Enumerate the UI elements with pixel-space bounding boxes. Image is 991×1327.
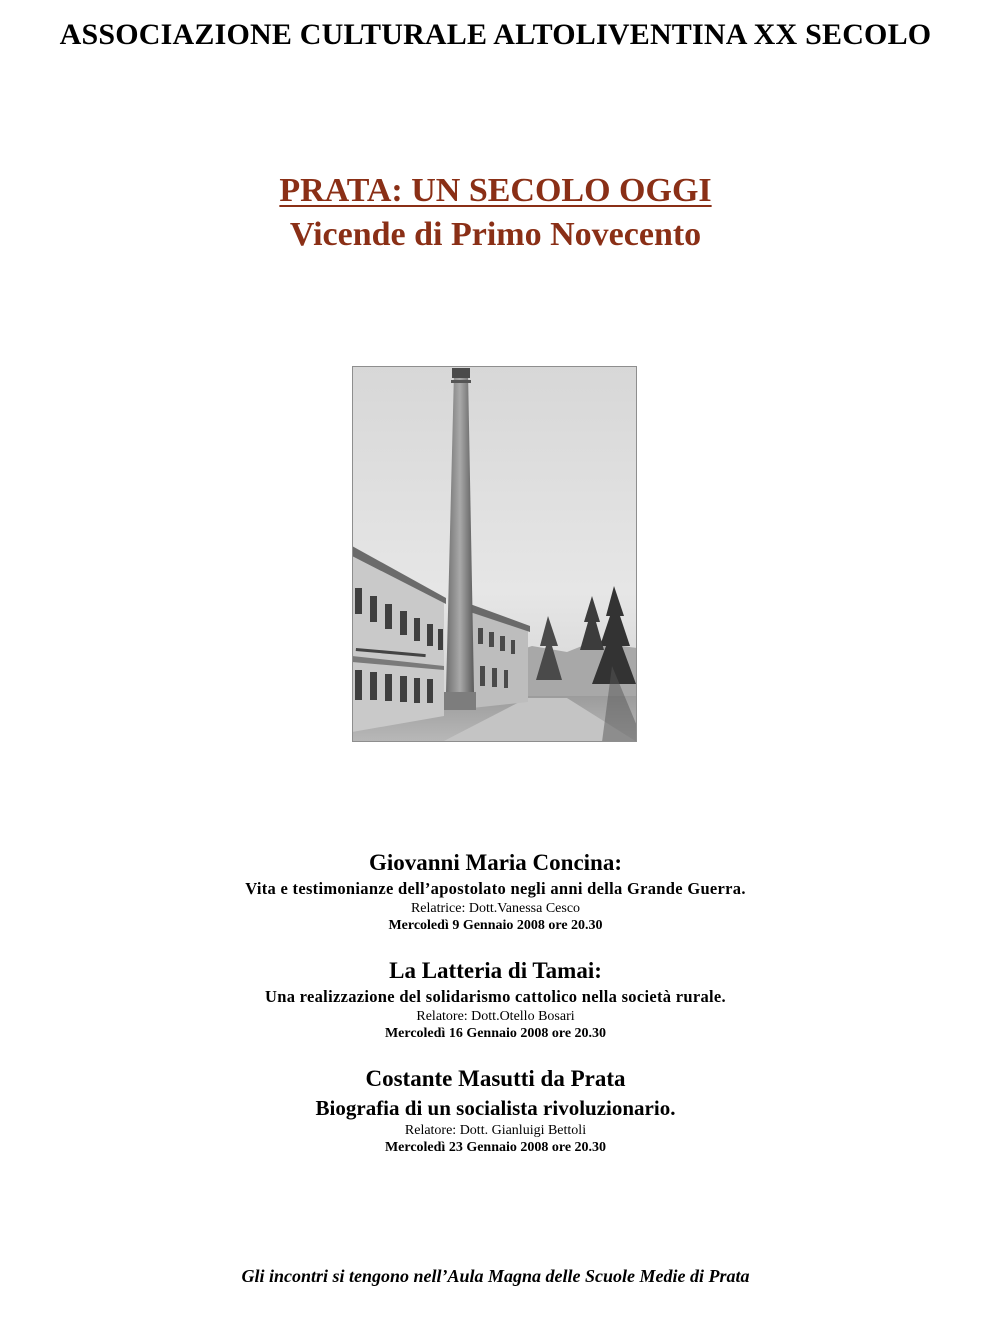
event-subtitle: Vita e testimonianze dell’apostolato negli anni della Grande Guerra.	[245, 879, 746, 898]
event-subtitle: Biografia di un socialista rivoluzionario.	[315, 1096, 676, 1120]
event-date: Mercoledì 16 Gennaio 2008 ore 20.30	[384, 1026, 607, 1041]
events-list	[0, 848, 991, 1178]
factory-chimney-photo	[352, 366, 637, 742]
title-block	[0, 170, 991, 258]
event-speaker: Relatore: Dott. Gianluigi Bettoli	[404, 1123, 587, 1138]
event-date: Mercoledì 23 Gennaio 2008 ore 20.30	[384, 1140, 607, 1155]
event-title: Costante Masutti da Prata	[365, 1066, 626, 1091]
event-date: Mercoledì 9 Gennaio 2008 ore 20.30	[388, 918, 603, 933]
event-item	[0, 1064, 991, 1157]
event-speaker: Relatore: Dott.Otello Bosari	[416, 1009, 575, 1024]
event-title: Giovanni Maria Concina:	[368, 850, 622, 875]
page-subtitle: Vicende di Primo Novecento	[289, 216, 702, 253]
event-subtitle: Una realizzazione del solidarismo cattolico nella società rurale.	[265, 987, 726, 1006]
venue-note: Gli incontri si tengono nell’Aula Magna delle Scuole Medie di Prata	[241, 1266, 750, 1286]
event-title: La Latteria di Tamai:	[389, 958, 602, 983]
organization-header: ASSOCIAZIONE CULTURALE ALTOLIVENTINA XX SECOLO	[59, 18, 932, 51]
event-item	[0, 848, 991, 935]
event-speaker: Relatrice: Dott.Vanessa Cesco	[410, 901, 581, 916]
event-item	[0, 956, 991, 1043]
page-title: PRATA: UN SECOLO OGGI	[279, 172, 712, 209]
